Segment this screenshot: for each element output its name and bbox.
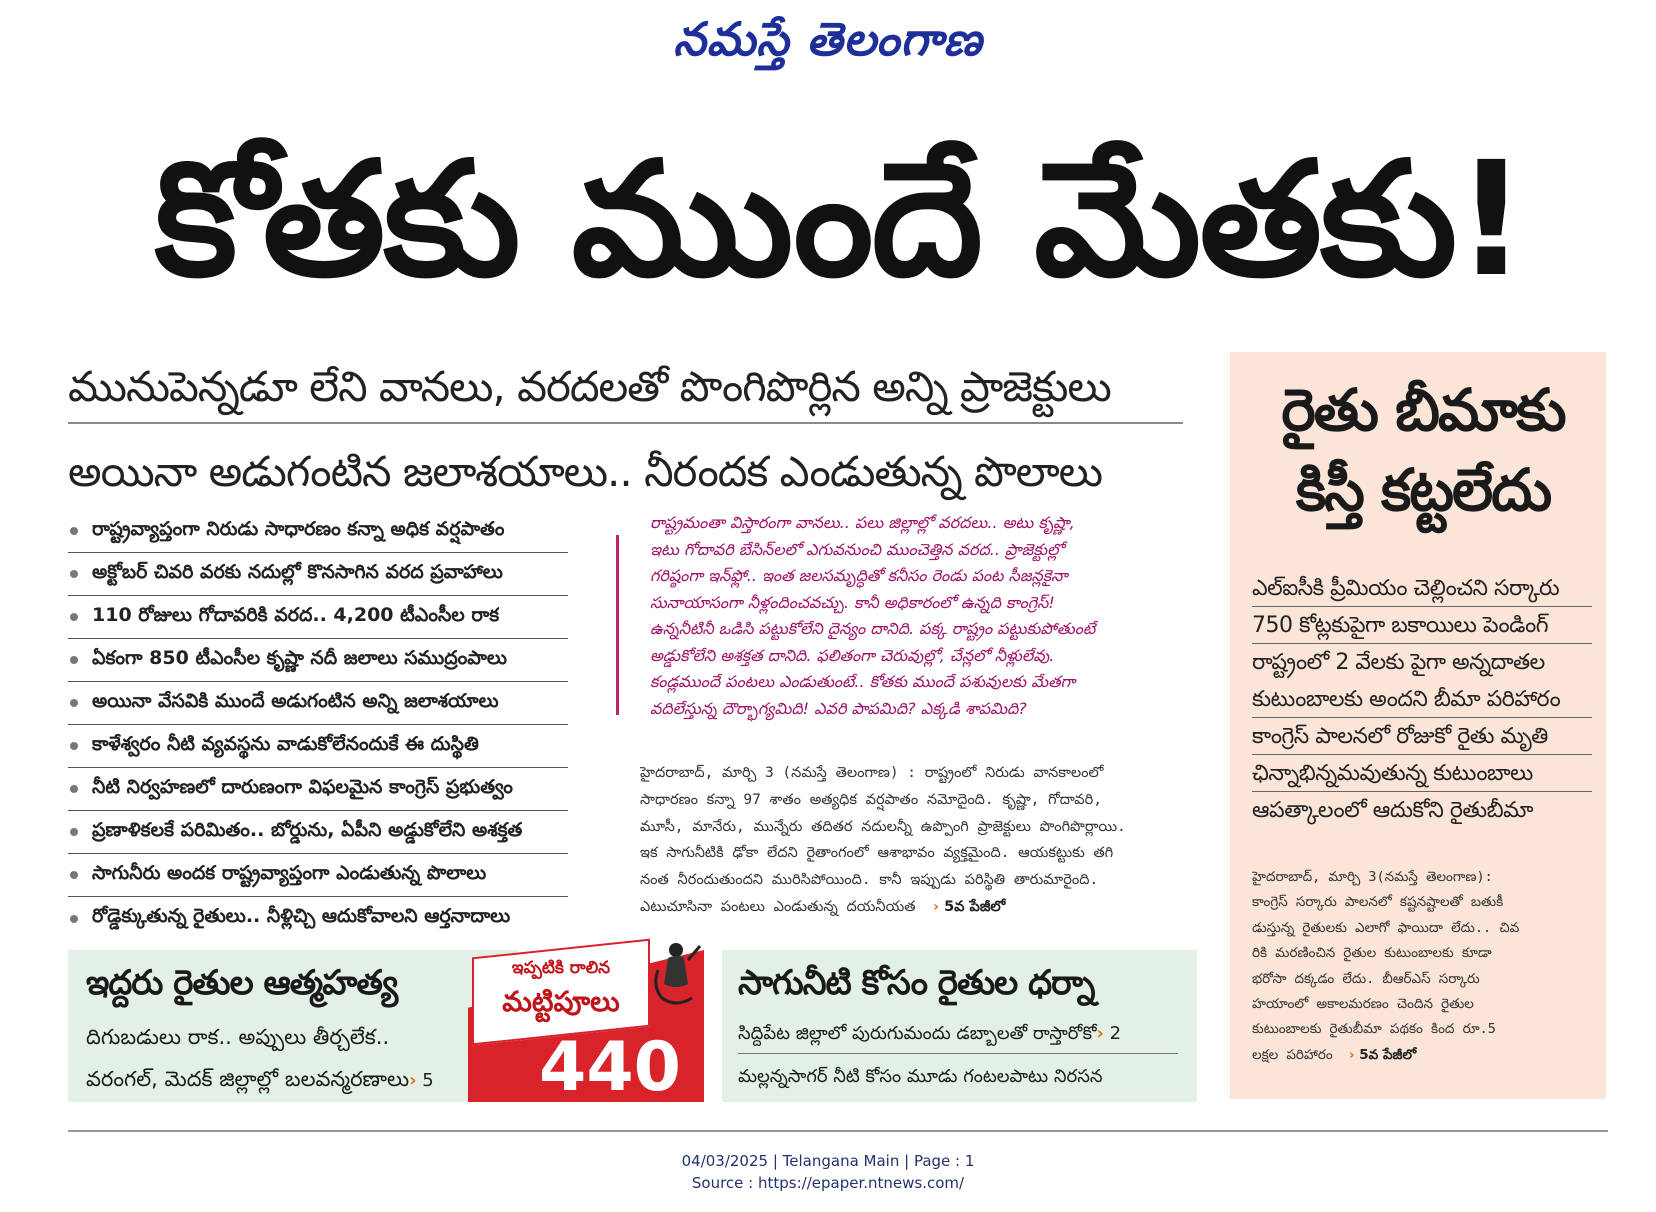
farmer-protest-page-number: 2 [1109,1023,1122,1044]
chevron-right-icon: › [409,1070,417,1091]
bullet-dot-icon [70,570,78,578]
blurb-line: ఇటు గోదావరి బేసిన్‌లలో ఎగువనుంచి ముంచెత్తిన వరద.. ప్రాజెక్టుల్లో [650,539,1064,559]
bullet-dot-icon [70,613,78,621]
intro-blurb [650,510,1180,722]
bullet-dot-icon [70,699,78,707]
bullet-text: కాళేశ్వరం నీటి వ్యవస్థను వాడుకోలేనందుకే ఈ దుస్థితి [92,732,479,755]
bullet-list [68,510,568,940]
chevron-right-icon: › [933,898,939,915]
farmer-suicide-page-ref[interactable] [409,1070,434,1091]
blurb-line: కండ్లముందే పంటలు ఎండుతుంటే.. కోతకు ముందే పశువులకు మేతగా [650,672,1076,691]
sidebar-continued-link[interactable] [1349,1047,1416,1063]
sidebar-body-line: రికి మరణించిన రైతుల కుటుంబాలకు కూడా [1252,945,1492,962]
bullet-text: నీటి నిర్వహణలో దారుణంగా విఫలమైన కాంగ్రెస్ ప్రభుత్వం [92,775,513,798]
sidebar-headline-line: రైతు బీమాకు [1281,376,1565,444]
blurb-accent-bar [616,535,619,715]
sidebar-body-last: లక్షల పరిహారం [1252,1046,1333,1063]
masthead-title: నమస్తే తెలంగాణ [673,12,983,66]
blurb-line: రాష్ట్రమంతా విస్తారంగా వానలు.. పలు జిల్లాల్లో వరదలు.. అటు కృష్ణా, [650,513,1075,532]
sidebar-body-line: డుస్తున్న రైతులకు ఎలాగో ఫాయిదా లేదు.. చివ [1252,919,1520,936]
bullet-item [68,510,568,553]
blurb-line: గరిష్ఠంగా ఇన్‌ఫ్లో.. ఇంత జలసమృద్ధితో కనీసం రెండు పంట సీజన్లకైనా [650,566,1068,585]
body-line: మూసీ, మానేరు, మున్నేరు తదితర నదులన్నీ ఉప్పొంగి ప్రాజెక్టులు పొంగిపొర్లాయి. [640,818,1126,835]
bullet-text: 110 రోజులు గోదావరికి వరద.. 4,200 టీఎంసీల రాక [92,603,500,626]
masthead-logo [0,4,1656,74]
sidebar-summary-list [1252,570,1592,829]
main-headline [60,100,1620,340]
farmer-suicide-line-2-text: వరంగల్, మెదక్ జిల్లాల్లో బలవన్మరణాలు [86,1067,410,1091]
farmer-protest-page-ref[interactable] [1097,1023,1122,1044]
deck-line-2: అయినా అడుగంటిన జలాశయాలు.. నీరందక ఎండుతున్న పొలాలు [68,447,1102,496]
bullet-dot-icon [70,871,78,879]
body-line: సాధారణం కన్నా 97 శాతం అత్యధిక వర్షపాతం నమోదైంది. కృష్ణా, గోదావరి, [640,791,1102,808]
bullet-item [68,639,568,682]
sidebar-summary-line: ఛిన్నాభిన్నమవుతున్న కుటుంబాలు [1252,755,1592,792]
sidebar-summary-line: కాంగ్రెస్ పాలనలో రోజుకో రైతు మృతి [1252,718,1592,755]
farmer-suicide-page-number: 5 [422,1070,434,1091]
footer-divider [68,1130,1608,1132]
sidebar-body [1252,865,1592,1068]
farmer-protest-title: సాగునీటి కోసం రైతుల ధర్నా [738,963,1095,1003]
sidebar-summary-line: 750 కోట్లకుపైగా బకాయిలు పెండింగ్ [1252,607,1592,644]
body-line [640,894,1185,921]
footer-edition-info: 04/03/2025 | Telangana Main | Page : 1 [681,1152,975,1170]
sidebar-headline-line: కిస్తీ కట్టలేదు [1295,456,1551,524]
sidebar-summary-line: కుటుంబాలకు అందని బీమా పరిహారం [1252,681,1592,718]
farmer-suicide-line-1: దిగుబడులు రాక.. అప్పులు తీర్చలేక.. [86,1025,390,1049]
bullet-item [68,897,568,940]
bullet-item [68,725,568,768]
sidebar-body-line: కుటుంబాలకు రైతుబీమా పథకం కింద రూ.5 [1252,1021,1496,1038]
bullet-dot-icon [70,656,78,664]
footer-source-link[interactable]: Source : https://epaper.ntnews.com/ [691,1174,965,1192]
sidebar-continued-label: 5వ పేజీలో [1359,1046,1417,1063]
sidebar-summary-line: రాష్ట్రంలో 2 వేలకు పైగా అన్నదాతల [1252,650,1545,675]
blurb-line: ఉన్ననీటినీ ఒడిసి పట్టుకోలేని దైన్యం దానిది. పక్క రాష్ట్రం పట్టుకుపోతుంటే [650,619,1096,638]
death-count-number: 440 [539,1028,681,1107]
deck-line-1: మునుపెన్నడూ లేని వానలు, వరదలతో పొంగిపొర్లిన అన్ని ప్రాజెక్టులు [68,362,1111,411]
bullet-text: ఏకంగా 850 టీఎంసీల కృష్ణా నదీ జలాలు సముద్రంపాలు [92,646,507,669]
bullet-text: సాగునీరు అందక రాష్ట్రవ్యాప్తంగా ఎండుతున్న పొలాలు [92,861,487,884]
bullet-text: అక్టోబర్ చివరి వరకు నదుల్లో కొనసాగిన వరద ప్రవాహాలు [92,560,503,583]
blurb-line: వదిలేస్తున్న దౌర్భాగ్యమిది! ఎవరి పాపమిది? ఎక్కడి శాపమిది? [650,698,1027,718]
bullet-text: రాష్ట్రవ్యాప్తంగా నిరుడు సాధారణం కన్నా అధిక వర్షపాతం [92,517,505,540]
sidebar-body-line: హయాంలో అకాలమరణం చెందిన రైతుల [1252,996,1474,1013]
blurb-line: అడ్డుకోలేని అశక్తత దానిది. ఫలితంగా చెరువుల్లో, చేన్లలో నీళ్లులేవు. [650,645,1055,665]
bullet-dot-icon [70,527,78,535]
farmer-protest-line-1 [738,1015,1178,1054]
bullet-item [68,854,568,897]
death-count-label-2: మట్టిపూలు [502,985,620,1018]
bullet-item [68,768,568,811]
body-line: ఇక సాగునీటికి ఢోకా లేదని రైతాంగంలో ఆశాభావం వ్యక్తమైంది. ఆయకట్టుకు తగి [640,845,1114,862]
chevron-right-icon: › [1348,1046,1355,1063]
body-line: హైదరాబాద్, మార్చి 3 (నమస్తే తెలంగాణ) : రాష్ట్రంలో నిరుడు వానకాలంలో [640,765,1104,781]
farmer-protest-line-2: మల్లన్నసాగర్ నీటి కోసం మూడు గంటలపాటు నిరసన [738,1066,1103,1087]
body-line: నంత నీరందుతుందని మురిసిపోయింది. కానీ ఇప్పుడు పరిస్థితి తారుమారైంది. [640,872,1099,889]
sidebar-headline [1248,370,1598,530]
farmer-suicide-title: ఇద్దరు రైతుల ఆత్మహత్య [86,963,398,1003]
continued-link[interactable] [933,899,1005,915]
chevron-right-icon: › [1096,1023,1104,1044]
farmer-suicide-line-2 [86,1060,526,1100]
blurb-line: సునాయాసంగా నీళ్లందించవచ్చు. కానీ అధికారంలో ఉన్నది కాంగ్రెస్! [650,592,1055,612]
bullet-text: ప్రణాళికలకే పరిమితం.. బోర్డును, ఏపీని అడ్డుకోలేని అశక్తత [92,818,523,841]
headline-text: కోతకు ముందే మేతకు! [154,128,1526,312]
bullet-text: అయినా వేసవికి ముందే అడుగంటిన అన్ని జలాశయాలు [92,689,499,712]
body-last-text: ఎటుచూసినా పంటలు ఎండుతున్న దయనీయత [640,898,916,915]
bullet-dot-icon [70,785,78,793]
bullet-item [68,682,568,725]
death-count-label-1: ఇప్పటికి రాలిన [511,958,611,978]
sidebar-summary-line: ఎల్‌ఐసీకి ప్రీమియం చెల్లించని సర్కారు [1252,570,1592,607]
sidebar-body-line: హైదరాబాద్, మార్చి 3(నమస్తే తెలంగాణ): [1252,869,1493,885]
article-body [640,760,1185,921]
farmer-illustration-icon [648,940,704,1010]
bullet-item [68,596,568,639]
bullet-item [68,553,568,596]
farmer-protest-line-1-text: సిద్దిపేట జిల్లాలో పురుగుమందు డబ్బాలతో రాస్తారోకో [738,1023,1097,1044]
bullet-text: రోడ్డెక్కుతున్న రైతులు.. నీళ్లిచ్చి ఆదుకోవాలని ఆర్తనాదాలు [92,905,511,927]
sidebar-body-line: కాంగ్రెస్ సర్కారు పాలనలో కష్టనష్టాలతో బతుకీ [1252,894,1504,911]
bullet-dot-icon [70,915,78,923]
deck-divider [68,422,1183,424]
bullet-dot-icon [70,742,78,750]
sidebar-body-line: భరోసా దక్కడం లేదు. బీఆర్‌ఎస్ సర్కారు [1252,970,1480,987]
bullet-dot-icon [70,828,78,836]
sidebar-summary-line: ఆపత్కాలంలో ఆదుకోని రైతుబీమా [1252,798,1533,823]
continued-label: 5వ పేజీలో [944,898,1006,915]
bullet-item [68,811,568,854]
sidebar-body-line [1252,1043,1592,1068]
